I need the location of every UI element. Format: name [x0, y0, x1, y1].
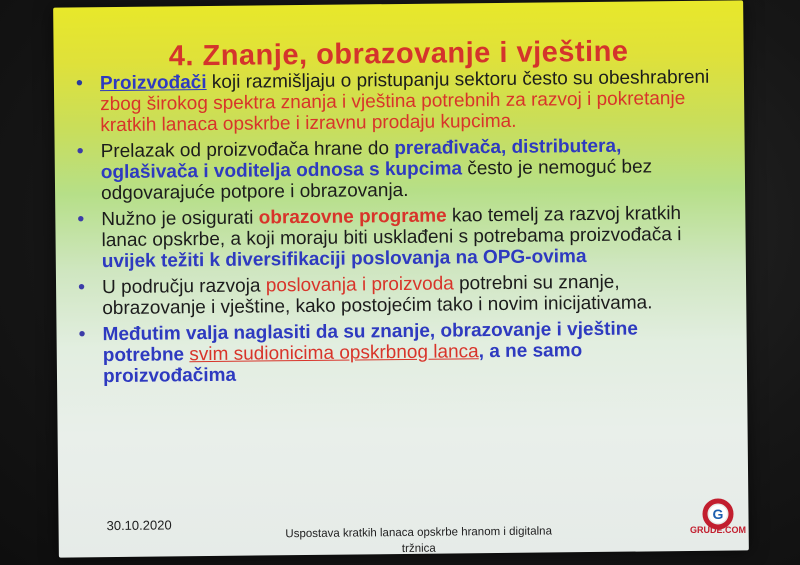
bullet-text-highlight: , a ne samo proizvođačima	[102, 340, 583, 388]
bullet-dot-icon: •	[78, 323, 86, 346]
bullet-item	[74, 318, 717, 388]
bullet-text: Nužno je osigurati	[101, 207, 259, 231]
bullet-text: često je nemoguć bez odgovarajuće potpore i obrazovanja.	[100, 156, 653, 205]
slide-title: 4. Znanje, obrazovanje i vještine	[168, 35, 629, 73]
bullet-dot-icon: •	[75, 72, 84, 95]
footer-date: 30.10.2020	[106, 517, 172, 534]
grude-logo-icon	[670, 496, 750, 546]
bullet-text-highlight: svim sudionicima opskrbnog lanca	[189, 341, 479, 366]
bullet-text: kao temelj za razvoj kratkih lanac opskrbe, a koji moraju biti usklađeni s potrebama proizvođača i	[101, 203, 682, 252]
logo-letter: G	[712, 506, 724, 522]
logo-text: GRUDE.COM	[690, 525, 746, 535]
bullet-dot-icon: •	[77, 208, 85, 231]
bullet-text-highlight: prerađivača, distributera, oglašivača i voditelja odnosa s kupcima	[100, 135, 622, 184]
bullet-text-highlight: Proizvođači	[99, 72, 207, 95]
bullet-text-highlight: Međutim valja naglasiti da su znanje, obrazovanje i vještine potrebne	[102, 318, 638, 367]
bullet-item	[73, 203, 716, 273]
bullet-dot-icon: •	[76, 140, 84, 163]
bullet-list	[72, 67, 717, 393]
bullet-text: Prelazak od proizvođača hrane do	[100, 138, 395, 163]
bullet-item	[73, 135, 716, 205]
bullet-text-highlight: poslovanja i proizvoda	[265, 273, 454, 297]
bullet-dot-icon: •	[77, 276, 86, 299]
bullet-item	[74, 271, 716, 320]
bullet-text-highlight: obrazovne programe	[258, 205, 447, 229]
bullet-text: potrebni su znanje, obrazovanje i vještine, kako postojećim tako i novim inicijativama.	[102, 271, 653, 320]
bullet-text-highlight: zbog širokog spektra znanja i vještina potrebnih za razvoj i pokretanje kratkih lanaca opskrbe i izravnu prodaju kupcima.	[100, 88, 686, 137]
bullet-item	[72, 67, 715, 137]
footer-title: Uspostava kratkih lanaca opskrbe hranom i digitalna tržnica	[285, 525, 552, 556]
bullet-text: koji razmišljaju o pristupanju sektoru često su obeshrabreni	[206, 66, 710, 94]
presentation-slide	[53, 0, 749, 557]
bullet-text-highlight: uvijek težiti k diversifikaciji poslovanja na OPG-ovima	[101, 246, 587, 273]
bullet-text: U području razvoja	[101, 275, 266, 299]
